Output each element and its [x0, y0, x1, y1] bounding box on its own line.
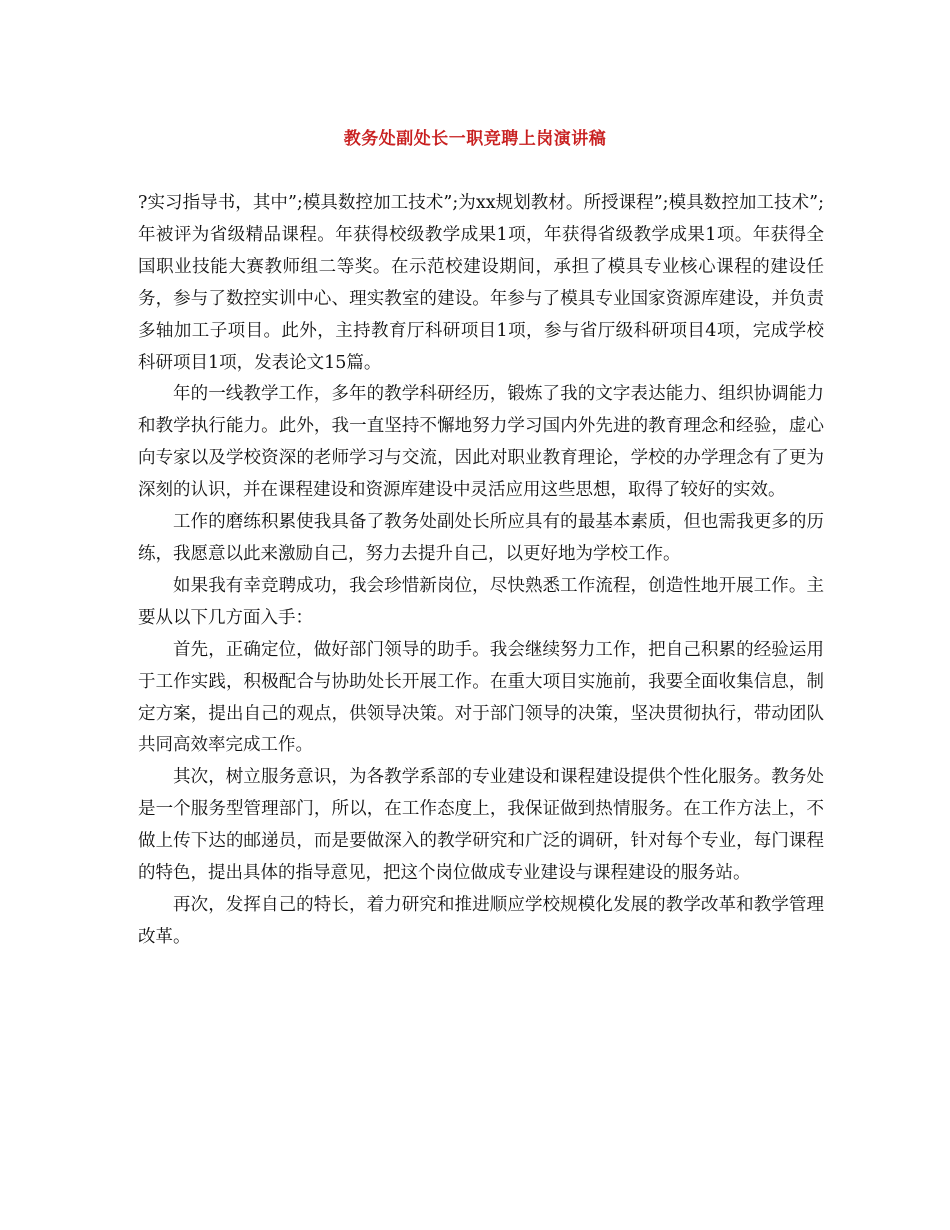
paragraph-5: 首先，正确定位，做好部门领导的助手。我会继续努力工作，把自己积累的经验运用于工作实践，积极配合与协助处长开展工作。在重大项目实施前，我要全面收集信息，制定方案，提出自己的观点，供领导决策。对于部门领导的决策，坚决贯彻执行，带动团队共同高效率完成工作。	[138, 639, 824, 756]
paragraph-3: 工作的磨练积累使我具备了教务处副处长所应具有的最基本素质，但也需我更多的历练，我愿意以此来激励自己，努力去提升自己，以更好地为学校工作。	[138, 512, 824, 564]
paragraph-6: 其次，树立服务意识，为各教学系部的专业建设和课程建设提供个性化服务。教务处是一个服务型管理部门，所以，在工作态度上，我保证做到热情服务。在工作方法上，不做上传下达的邮递员，而是要做深入的教学研究和广泛的调研，针对每个专业，每门课程的特色，提出具体的指导意见，把这个岗位做成专业建设与课程建设的服务站。	[138, 767, 824, 884]
paragraph-1: ?实习指导书，其中”;模具数控加工技术”;为xx规划教材。所授课程”;模具数控加工技术”; 年被评为省级精品课程。年获得校级教学成果1项，年获得省级教学成果1项。年获得全国职业技能大赛教师组二等奖。在示范校建设期间，承担了模具专业核心课程的建设任务，参与了数控实训中心、理实教室的建设。年参与了模具专业国家资源库建设，并负责多轴加工子项目。此外，主持教育厅科研项目1项，参与省厅级科研项目4项，完成学校科研项目1项，发表论文15篇。	[138, 193, 824, 373]
paragraph-2: 年的一线教学工作，多年的教学科研经历，锻炼了我的文字表达能力、组织协调能力和教学执行能力。此外，我一直坚持不懈地努力学习国内外先进的教育理念和经验，虚心向专家以及学校资深的老师学习与交流，因此对职业教育理论，学校的办学理念有了更为深刻的认识，并在课程建设和资源库建设中灵活应用这些思想，取得了较好的实效。	[138, 384, 824, 501]
document-body	[138, 188, 824, 954]
paragraph-4: 如果我有幸竞聘成功，我会珍惜新岗位，尽快熟悉工作流程，创造性地开展工作。主要从以下几方面入手：	[138, 575, 824, 628]
paragraph-7: 再次，发挥自己的特长，着力研究和推进顺应学校规模化发展的教学改革和教学管理改革。	[138, 894, 824, 947]
document-title: 教务处副处长一职竞聘上岗演讲稿	[343, 129, 607, 149]
